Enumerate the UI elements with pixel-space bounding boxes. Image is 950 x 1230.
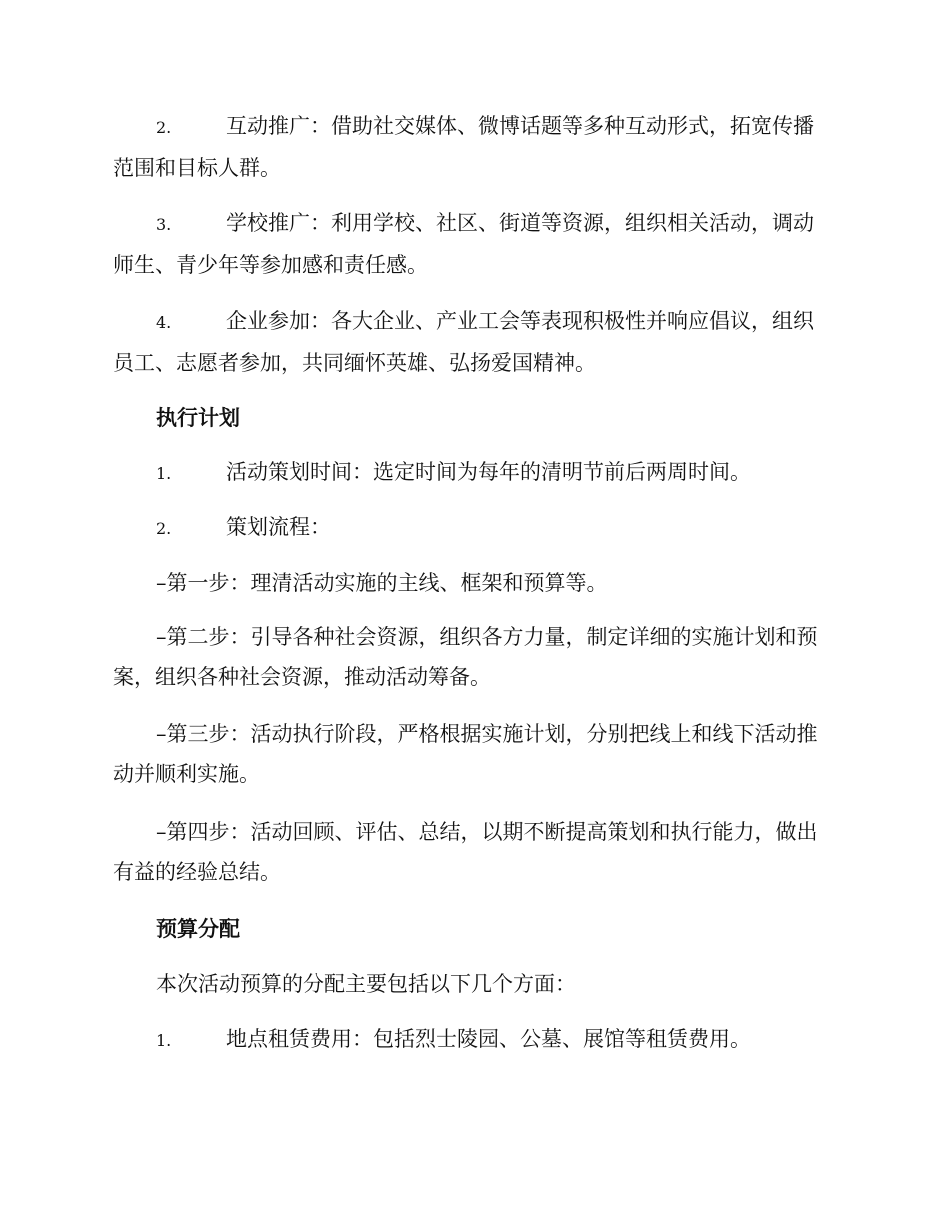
- step-2: –第二步：引导各种社会资源，组织各方力量，制定详细的实施计划和预案，组织各种社会资源，推动活动筹备。: [113, 625, 818, 689]
- list-text: 活动策划时间：选定时间为每年的清明节前后两周时间。: [226, 460, 751, 484]
- list-number: 2.: [156, 519, 172, 538]
- list-text: 地点租赁费用：包括烈士陵园、公墓、展馆等租赁费用。: [226, 1027, 751, 1051]
- step-4: –第四步：活动回顾、评估、总结，以期不断提高策划和执行能力，做出有益的经验总结。: [113, 820, 818, 884]
- list-text: 策划流程：: [226, 515, 331, 539]
- step-1: –第一步：理清活动实施的主线、框架和预算等。: [156, 571, 608, 595]
- list-item-interactive-promo: [113, 106, 833, 188]
- list-number: 3.: [156, 215, 172, 234]
- list-number: 1.: [156, 464, 172, 483]
- budget-intro: 本次活动预算的分配主要包括以下几个方面：: [156, 972, 576, 996]
- list-item-enterprise: [113, 301, 833, 383]
- list-item-plan-time: [113, 452, 833, 494]
- list-number: 1.: [156, 1031, 172, 1050]
- list-number: 4.: [156, 313, 172, 332]
- list-number: 2.: [156, 118, 172, 137]
- list-text: 企业参加：各大企业、产业工会等表现积极性并响应倡议，组织员工、志愿者参加，共同缅怀英雄、弘扬爱国精神。: [113, 309, 814, 375]
- list-text: 互动推广：借助社交媒体、微博话题等多种互动形式，拓宽传播范围和目标人群。: [113, 114, 814, 180]
- list-item-venue-rent: [113, 1019, 833, 1061]
- list-item-plan-flow: [113, 507, 833, 549]
- section-heading-exec: 执行计划: [156, 406, 240, 430]
- list-item-school-promo: [113, 203, 833, 285]
- list-text: 学校推广：利用学校、社区、街道等资源，组织相关活动，调动师生、青少年等参加感和责任感。: [113, 211, 814, 277]
- section-heading-budget: 预算分配: [156, 917, 240, 941]
- step-3: –第三步：活动执行阶段，严格根据实施计划，分别把线上和线下活动推动并顺利实施。: [113, 722, 818, 786]
